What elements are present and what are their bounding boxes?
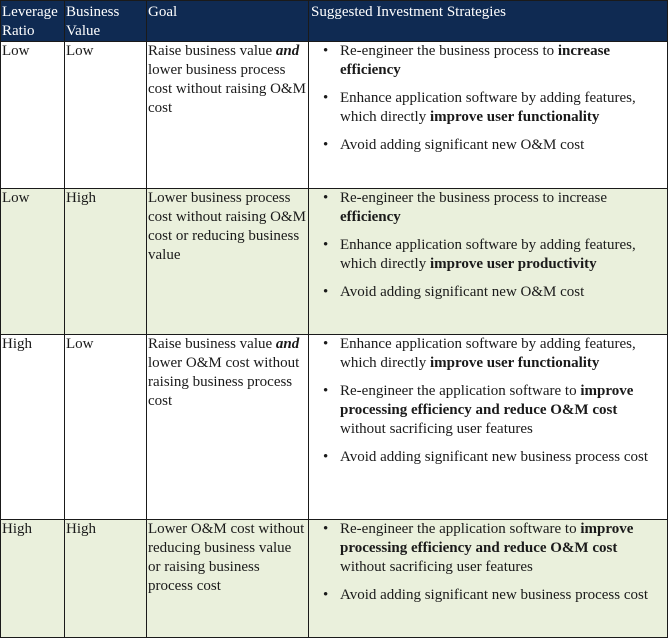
strategy-item <box>310 382 666 439</box>
bullet-icon: • <box>323 137 329 153</box>
bullet-icon: • <box>323 449 329 465</box>
strategy-emphasis: increase efficiency <box>340 43 611 78</box>
strategy-item <box>310 586 666 605</box>
bullet-icon: • <box>323 284 329 300</box>
table-body <box>1 42 668 638</box>
strategies-cell <box>309 520 668 638</box>
strategy-emphasis: improve processing efficiency and reduce O&M cost <box>340 383 634 418</box>
strategy-emphasis: improve processing efficiency and reduce O&M cost <box>340 521 634 556</box>
table-row <box>1 335 668 520</box>
strategy-emphasis: improve user productivity <box>429 256 597 272</box>
bullet-icon: • <box>323 43 329 59</box>
bullet-icon: • <box>323 521 329 537</box>
header-goal: Goal <box>147 1 309 42</box>
strategy-text: Re-engineer the business process to <box>340 43 555 59</box>
strategy-item <box>310 42 666 80</box>
strategy-emphasis: efficiency <box>340 209 401 225</box>
strategy-list <box>310 335 666 467</box>
strategy-item <box>310 189 666 227</box>
strategy-text: without sacrificing user features <box>340 559 533 575</box>
business-value-cell: High <box>65 189 147 335</box>
goal-cell <box>147 335 309 520</box>
bullet-icon: • <box>323 90 329 106</box>
strategy-text: Avoid adding significant new O&M cost <box>340 137 585 153</box>
bullet-icon: • <box>323 383 329 399</box>
header-suggested-strategies: Suggested Investment Strategies <box>309 1 668 42</box>
goal-emphasis: and <box>275 43 300 59</box>
strategy-text: Enhance application software by adding features, which directly <box>340 336 636 371</box>
strategy-item <box>310 136 666 155</box>
goal-text: lower business process cost without raising O&M cost <box>148 62 306 116</box>
goal-text: Raise business value <box>148 43 273 59</box>
strategy-text: Re-engineer the application software to <box>340 383 577 399</box>
bullet-icon: • <box>323 587 329 603</box>
strategy-item <box>310 89 666 127</box>
strategy-list <box>310 189 666 302</box>
strategy-item <box>310 335 666 373</box>
business-value-cell: Low <box>65 42 147 189</box>
strategy-text: Re-engineer the application software to <box>340 521 577 537</box>
strategies-cell <box>309 189 668 335</box>
strategy-text: Avoid adding significant new business process cost <box>340 449 649 465</box>
strategies-cell <box>309 42 668 189</box>
header-row <box>1 1 668 42</box>
bullet-icon: • <box>323 190 329 206</box>
header-business-value: Business Value <box>65 1 147 42</box>
strategy-text: without sacrificing user features <box>340 421 533 437</box>
goal-emphasis: and <box>275 336 300 352</box>
goal-cell <box>147 42 309 189</box>
goal-text: lower O&M cost without raising business process cost <box>148 355 300 409</box>
strategy-text: Avoid adding significant new business process cost <box>340 587 649 603</box>
header-leverage-ratio: Leverage Ratio <box>1 1 65 42</box>
strategy-text: Enhance application software by adding features, which directly <box>340 90 636 125</box>
table-row <box>1 189 668 335</box>
strategy-text: Re-engineer the business process to increase <box>340 190 607 206</box>
bullet-icon: • <box>323 336 329 352</box>
goal-cell: Lower O&M cost without reducing business value or raising business process cost <box>147 520 309 638</box>
bullet-icon: • <box>323 237 329 253</box>
business-value-cell: Low <box>65 335 147 520</box>
strategy-item <box>310 236 666 274</box>
leverage-ratio-cell: Low <box>1 42 65 189</box>
strategies-cell <box>309 335 668 520</box>
strategy-item <box>310 283 666 302</box>
strategy-emphasis: improve user functionality <box>429 109 600 125</box>
strategy-text: Enhance application software by adding features, which directly <box>340 237 636 272</box>
leverage-ratio-cell: High <box>1 520 65 638</box>
strategy-item <box>310 448 666 467</box>
table-row <box>1 42 668 189</box>
goal-cell: Lower business process cost without raising O&M cost or reducing business value <box>147 189 309 335</box>
business-value-cell: High <box>65 520 147 638</box>
strategy-text: Avoid adding significant new O&M cost <box>340 284 585 300</box>
leverage-ratio-cell: Low <box>1 189 65 335</box>
leverage-ratio-cell: High <box>1 335 65 520</box>
table-header <box>1 1 668 42</box>
strategy-list <box>310 520 666 605</box>
goal-text: Raise business value <box>148 336 273 352</box>
strategy-list <box>310 42 666 155</box>
strategy-item <box>310 520 666 577</box>
strategy-emphasis: improve user functionality <box>429 355 600 371</box>
table-row <box>1 520 668 638</box>
